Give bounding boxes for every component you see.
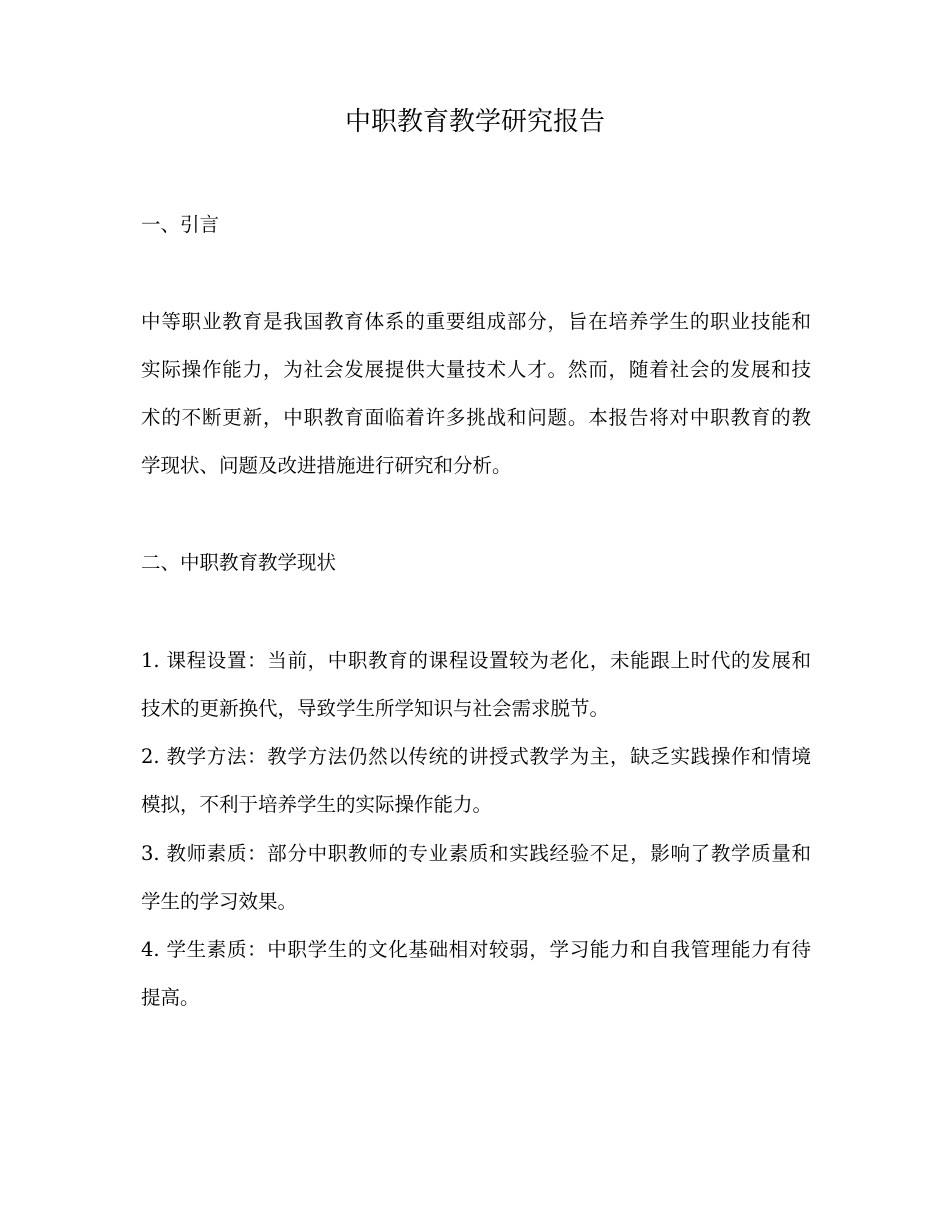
- list-item-line: 3. 教师素质：部分中职教师的专业素质和实践经验不足，影响了教学质量和: [141, 842, 811, 865]
- introduction-paragraph-line: 实际操作能力，为社会发展提供大量技术人才。然而，随着社会的发展和技: [141, 358, 811, 381]
- list-item-line: 2. 教学方法：教学方法仍然以传统的讲授式教学为主，缺乏实践操作和情境: [141, 745, 811, 768]
- list-item-line: 1. 课程设置：当前，中职教育的课程设置较为老化，未能跟上时代的发展和: [141, 649, 811, 672]
- introduction-paragraph-line: 中等职业教育是我国教育体系的重要组成部分，旨在培养学生的职业技能和: [141, 310, 811, 333]
- list-item-line: 4. 学生素质：中职学生的文化基础相对较弱，学习能力和自我管理能力有待: [141, 938, 811, 961]
- list-item-line: 技术的更新换代，导致学生所学知识与社会需求脱节。: [141, 697, 610, 720]
- introduction-paragraph-line: 学现状、问题及改进措施进行研究和分析。: [141, 454, 512, 477]
- list-item-line: 模拟，不利于培养学生的实际操作能力。: [141, 793, 493, 816]
- list-item-line: 提高。: [141, 986, 200, 1009]
- section-heading-introduction: 一、引言: [141, 213, 220, 236]
- introduction-paragraph-line: 术的不断更新，中职教育面临着许多挑战和问题。本报告将对中职教育的教: [141, 406, 811, 429]
- section-heading-current-status: 二、中职教育教学现状: [141, 551, 337, 574]
- document-title: 中职教育教学研究报告: [344, 107, 605, 137]
- list-item-line: 学生的学习效果。: [141, 890, 298, 913]
